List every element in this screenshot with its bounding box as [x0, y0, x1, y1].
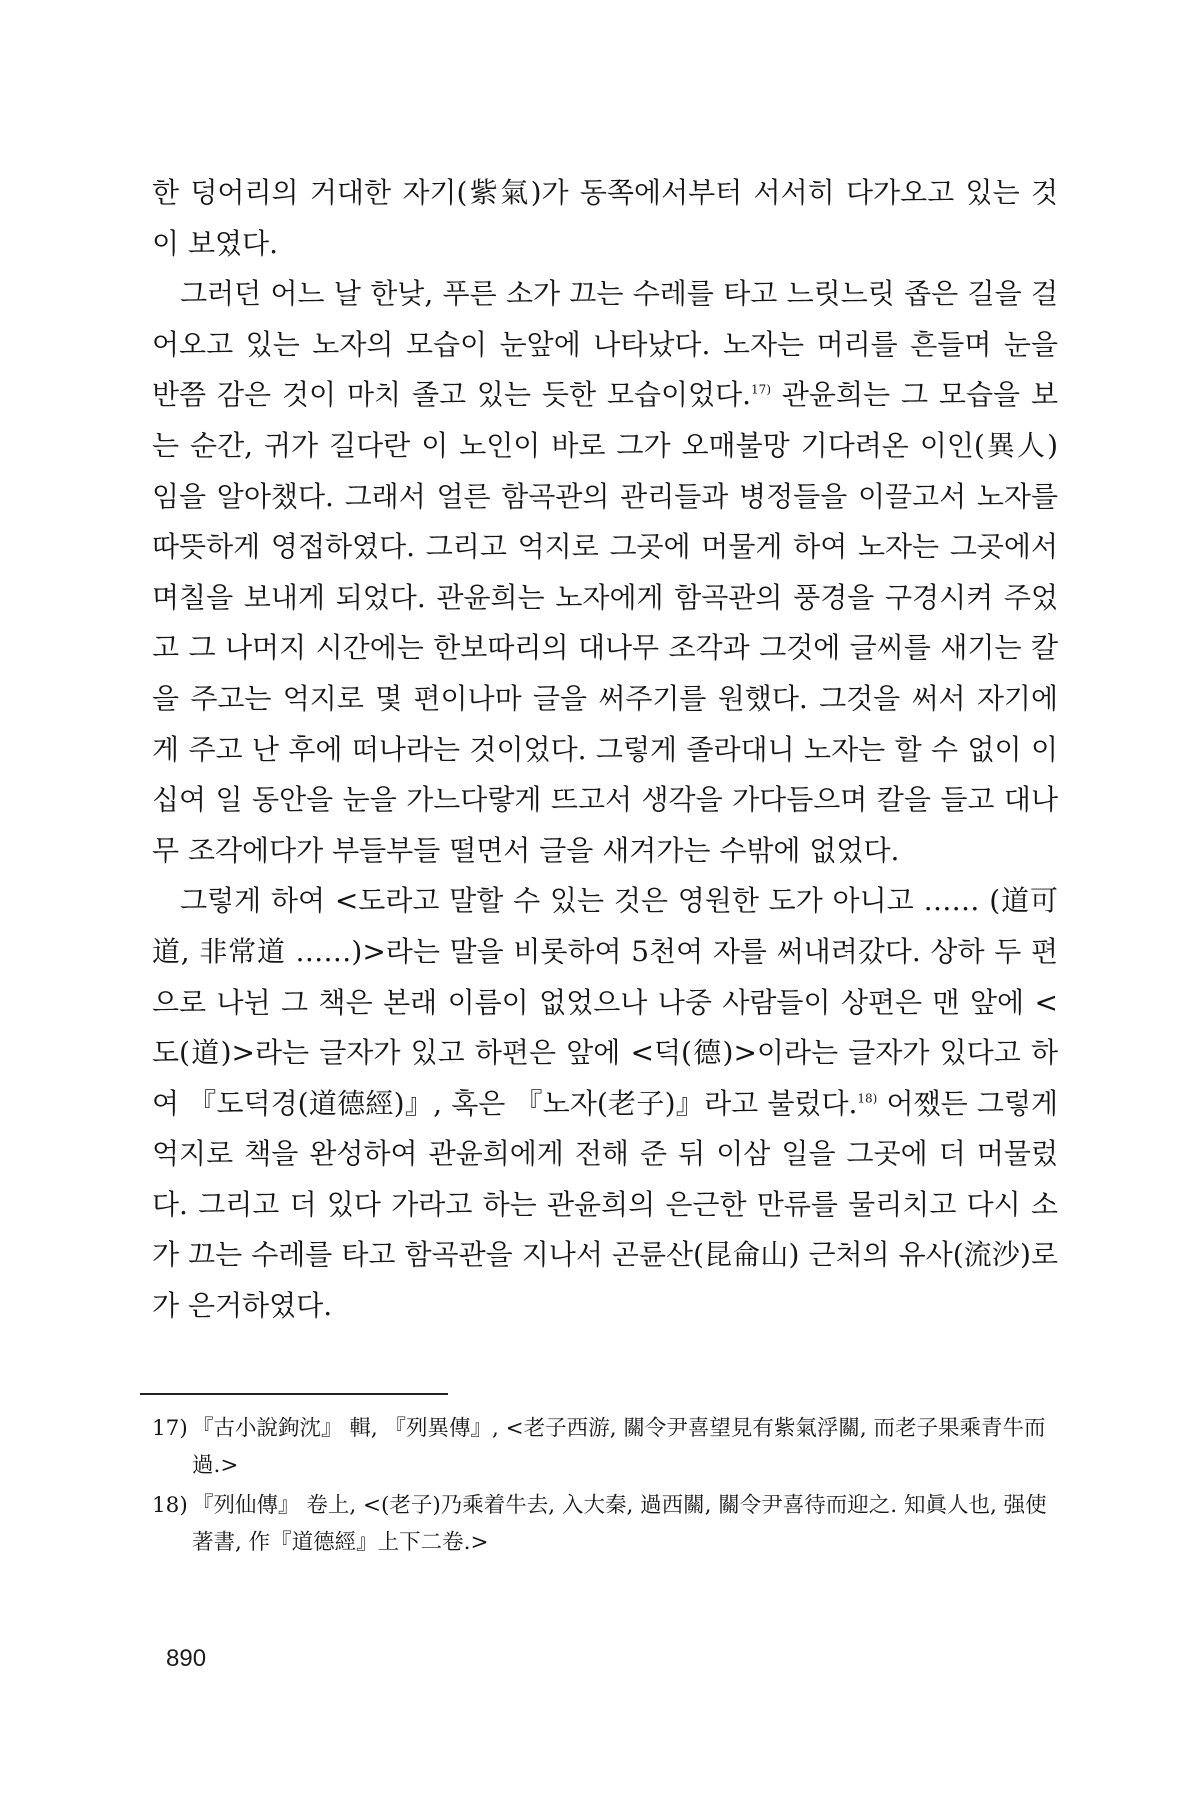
paragraph-text: 그러던 어느 날 한낮, 푸른 소가 끄는 수레를 타고 느릿느릿 좁은 길을 걸어오고 있는 노자의 모습이 눈앞에 나타났다. 노자는 머리를 흔들며 눈을 반쯤 감은 것이 마치 졸고 있는 듯한 모습이었다. [152, 277, 1058, 412]
paragraph [152, 269, 1058, 876]
footnote [152, 1410, 1060, 1484]
footnote-text: 『列仙傳』 卷上, <(老子)乃乘着牛去, 入大秦, 過西關, 關令尹喜待而迎之. 知眞人也, 强使著書, 作『道德經』上下二卷.> [192, 1493, 1047, 1555]
footnotes [152, 1410, 1060, 1564]
body-text [152, 168, 1058, 1332]
footnote-divider [140, 1393, 448, 1395]
footnote-reference[interactable]: 18) [857, 1091, 878, 1106]
paragraph-text: 관윤희는 그 모습을 보는 순간, 귀가 길다란 이 노인이 바로 그가 오매불망 기다려온 이인(異人)임을 알아챘다. 그래서 얼른 함곡관의 관리들과 병정들을 이끌고서 노자를 따뜻하게 영접하였다. 그리고 억지로 그곳에 머물게 하여 노자는 그곳에서 며칠을 보내게 되었다. 관윤희는 노자에게 함곡관의 풍경을 구경시켜 주었고 그 나머지 시간에는 한보따리의 대나무 조각과 그것에 글씨를 새기는 칼을 주고는 억지로 몇 편이나마 글을 써주기를 원했다. 그것을 써서 자기에게 주고 난 후에 떠나라는 것이었다. 그렇게 졸라대니 노자는 할 수 없이 이십여 일 동안을 눈을 가느다랗게 뜨고서 생각을 가다듬으며 칼을 들고 대나무 조각에다가 부들부들 떨면서 글을 새겨가는 수밖에 없었다. [152, 378, 1058, 867]
footnote-reference[interactable]: 17) [751, 383, 771, 398]
footnote-text: 『古小說鉤沈』 輯, 『列異傳』, <老子西游, 關令尹喜望見有紫氣浮關, 而老子果乘青牛而過.> [192, 1416, 1046, 1478]
paragraph-text: 그렇게 하여 <도라고 말할 수 있는 것은 영원한 도가 아니고 …… (道可道, 非常道 ……)>라는 말을 비롯하여 5천여 자를 써내려갔다. 상하 두 편으로 나뉜 그 책은 본래 이름이 없었으나 나중 사람들이 상편은 맨 앞에 <도(道)>라는 글자가 있고 하편은 앞에 <덕(德)>이라는 글자가 있다고 하여 『도덕경(道德經)』, 혹은 『노자(老子)』라고 불렀다. [152, 884, 1058, 1120]
footnote-number: 18) [152, 1493, 188, 1518]
paragraph-text: 어쨌든 그렇게 억지로 책을 완성하여 관윤희에게 전해 준 뒤 이삼 일을 그곳에 더 머물렀다. 그리고 더 있다 가라고 하는 관윤희의 은근한 만류를 물리치고 다시 소가 끄는 수레를 타고 함곡관을 지나서 곤륜산(昆侖山) 근처의 유사(流沙)로 가 은거하였다. [152, 1086, 1058, 1323]
footnote-number: 17) [152, 1416, 188, 1441]
paragraph [152, 168, 1058, 269]
paragraph [152, 876, 1058, 1331]
footnote [152, 1487, 1060, 1561]
paragraph-text: 한 덩어리의 거대한 자기(紫氣)가 동쪽에서부터 서서히 다가오고 있는 것이 보였다. [152, 176, 1058, 260]
page-number: 890 [166, 1645, 207, 1672]
